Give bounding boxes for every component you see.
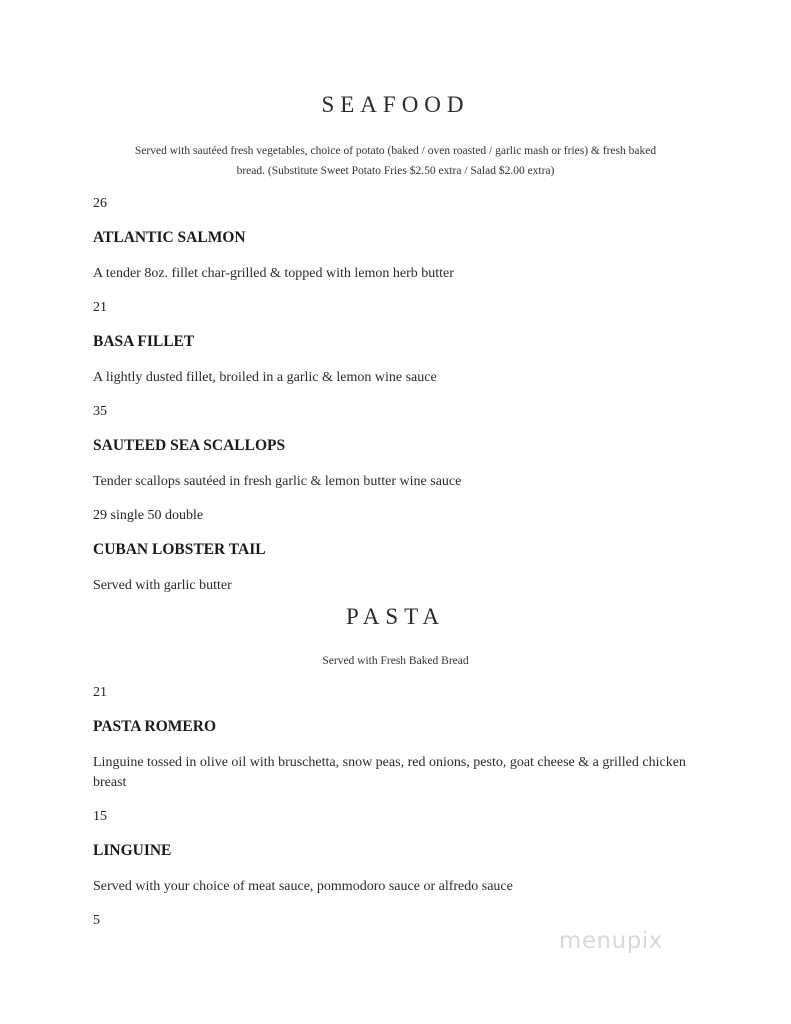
menupix-watermark bbox=[553, 922, 703, 966]
item-description: Tender scallops sautéed in fresh garlic & lemon butter wine sauce bbox=[93, 474, 462, 489]
item-name: ATLANTIC SALMON bbox=[93, 229, 246, 246]
item-price: 21 bbox=[93, 685, 107, 700]
watermark-text: menupix bbox=[559, 928, 663, 954]
item-description: Linguine tossed in olive oil with bruschetta, snow peas, red onions, pesto, goat cheese & a grilled chicken breast bbox=[93, 755, 686, 790]
item-name: PASTA ROMERO bbox=[93, 718, 217, 735]
item-description: Served with garlic butter bbox=[93, 578, 232, 593]
item-description: Served with your choice of meat sauce, pommodoro sauce or alfredo sauce bbox=[93, 879, 513, 894]
item-name: BASA FILLET bbox=[93, 333, 195, 350]
item-description: A lightly dusted fillet, broiled in a garlic & lemon wine sauce bbox=[93, 370, 437, 385]
pasta-note: Served with Fresh Baked Bread bbox=[322, 655, 469, 667]
item-price: 21 bbox=[93, 300, 107, 315]
item-price: 15 bbox=[93, 809, 107, 824]
pasta-title: PASTA bbox=[346, 604, 445, 629]
item-description: A tender 8oz. fillet char-grilled & topped with lemon herb butter bbox=[93, 266, 454, 281]
item-price: 5 bbox=[93, 913, 100, 928]
item-name: SAUTEED SEA SCALLOPS bbox=[93, 437, 286, 454]
seafood-note-line-2: bread. (Substitute Sweet Potato Fries $2.50 extra / Salad $2.00 extra) bbox=[236, 165, 555, 177]
item-name: LINGUINE bbox=[93, 842, 172, 859]
item-price: 29 single 50 double bbox=[93, 508, 204, 523]
seafood-title: SEAFOOD bbox=[321, 92, 470, 117]
item-name: CUBAN LOBSTER TAIL bbox=[93, 541, 266, 558]
item-price: 26 bbox=[93, 196, 107, 211]
item-price: 35 bbox=[93, 404, 107, 419]
seafood-note-line-1: Served with sautéed fresh vegetables, choice of potato (baked / oven roasted / garlic mash or fries) & fresh baked bbox=[134, 145, 657, 157]
